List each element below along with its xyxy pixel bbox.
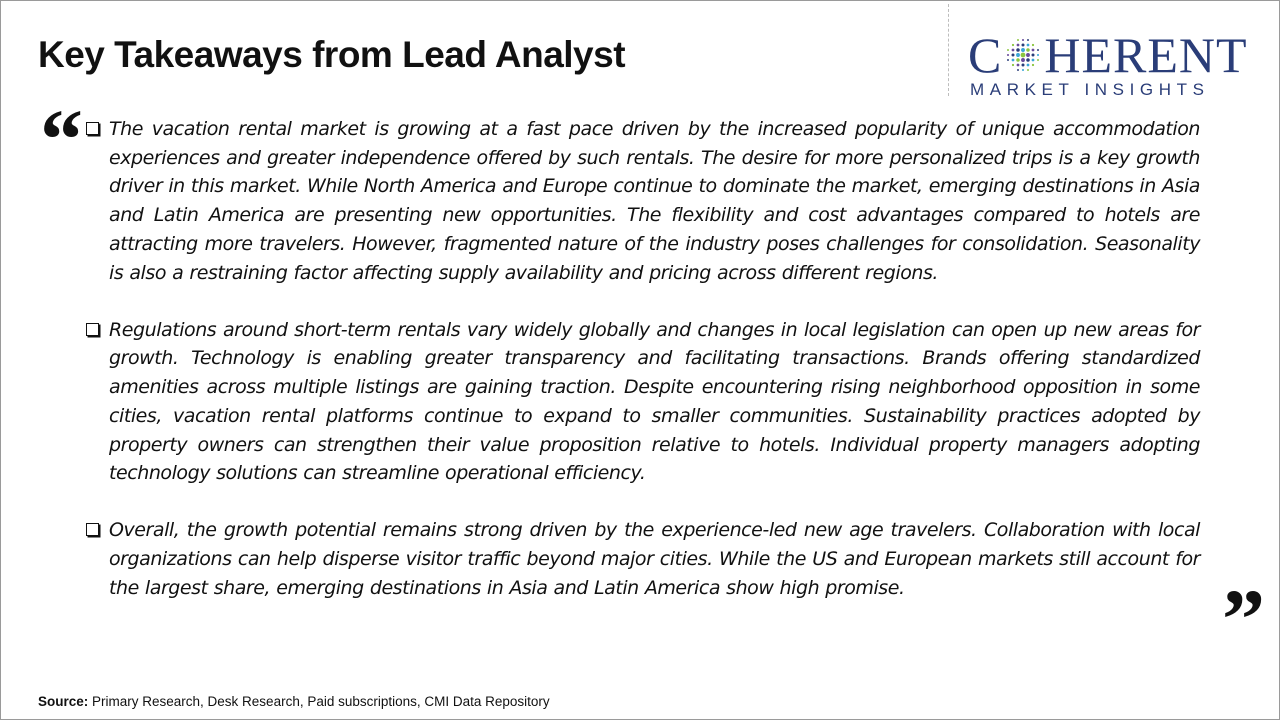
checkbox-bullet-icon bbox=[86, 523, 99, 536]
takeaways-list bbox=[86, 115, 1200, 631]
source-label: Source: bbox=[38, 694, 89, 709]
logo-dot bbox=[1017, 39, 1019, 41]
logo-dot bbox=[1037, 59, 1039, 61]
logo-divider bbox=[948, 4, 949, 96]
logo-dot bbox=[1022, 69, 1024, 71]
logo-dot bbox=[1027, 64, 1030, 67]
takeaway-text-1: The vacation rental market is growing at a fast pace driven by the increased popularity of unique accommodation experiences and greater independence offered by such rentals. The desire for more personalized trips is a key growth driver in this market. While North America and Europe continue to dominate the market, emerging destinations in Asia and Latin America are presenting new opportunities. The flexibility and cost advantages compared to hotels are attracting more travelers. However, fragmented nature of the industry poses challenges for consolidation. Seasonality is also a restraining factor affecting supply availability and pricing across different regions. bbox=[109, 118, 1200, 284]
takeaway-paragraph-1 bbox=[86, 115, 1200, 287]
takeaway-paragraph-2 bbox=[86, 316, 1200, 488]
logo-dot bbox=[1032, 59, 1035, 62]
logo-subtitle: MARKET INSIGHTS bbox=[970, 80, 1210, 99]
logo-dot bbox=[1012, 44, 1014, 46]
logo-dot bbox=[1012, 49, 1015, 52]
brand-logo bbox=[968, 27, 1260, 100]
logo-wordmark bbox=[968, 27, 1248, 83]
logo-dot bbox=[1021, 58, 1025, 62]
logo-dot bbox=[1017, 44, 1020, 47]
logo-dot bbox=[1017, 69, 1019, 71]
logo-dot bbox=[1007, 59, 1009, 61]
logo-globe-icon bbox=[1003, 35, 1043, 75]
takeaway-text-2: Regulations around short-term rentals vary widely globally and changes in local legislation can open up new areas for growth. Technology is enabling greater transparency and facilitating transactions. Brands offering standardized amenities across multiple listings are gaining traction. Despite encountering rising neighborhood opposition in some cities, vacation rental platforms continue to expand to smaller communities. Sustainability practices adopted by property owners can strengthen their value proposition relative to hotels. Individual property managers adopting technology solutions can streamline operational efficiency. bbox=[109, 318, 1200, 485]
logo-dot bbox=[1027, 48, 1031, 52]
logo-dot bbox=[1007, 54, 1009, 56]
checkbox-bullet-icon bbox=[86, 122, 99, 135]
logo-dot bbox=[1017, 64, 1020, 67]
source-text: Primary Research, Desk Research, Paid subscriptions, CMI Data Repository bbox=[88, 694, 550, 709]
logo-dot bbox=[1027, 44, 1030, 47]
logo-dot bbox=[1022, 44, 1025, 47]
logo-dot bbox=[1037, 49, 1039, 51]
logo-dot bbox=[1032, 44, 1034, 46]
open-quote-icon: “ bbox=[40, 91, 83, 187]
logo-letters-herent: HERENT bbox=[1044, 27, 1248, 83]
checkbox-bullet-icon bbox=[86, 323, 99, 336]
source-note bbox=[38, 694, 550, 709]
logo-dot bbox=[1012, 54, 1015, 57]
logo-dot bbox=[1027, 39, 1029, 41]
logo-dot bbox=[1032, 49, 1035, 52]
page-title: Key Takeaways from Lead Analyst bbox=[38, 34, 626, 75]
logo-dot bbox=[1026, 53, 1030, 57]
takeaway-paragraph-3 bbox=[86, 516, 1200, 602]
logo-dot bbox=[1017, 48, 1021, 52]
logo-dot bbox=[1032, 64, 1034, 66]
logo-dot bbox=[1021, 48, 1025, 52]
logo-dot bbox=[1021, 53, 1026, 58]
logo-dot bbox=[1017, 58, 1021, 62]
logo-dot bbox=[1022, 64, 1025, 67]
logo-dot bbox=[1032, 54, 1035, 57]
logo-dot bbox=[1027, 58, 1031, 62]
logo-dot bbox=[1012, 59, 1015, 62]
logo-dot bbox=[1027, 69, 1029, 71]
logo-dot bbox=[1037, 54, 1039, 56]
takeaway-text-3: Overall, the growth potential remains strong driven by the experience-led new age travelers. Collaboration with local organizations can help disperse visitor traffic beyond major cities. While the US and European markets still account for the largest share, emerging destinations in Asia and Latin America show high promise. bbox=[109, 519, 1200, 599]
logo-dot bbox=[1012, 64, 1014, 66]
logo-dot bbox=[1007, 49, 1009, 51]
logo-letter-c: C bbox=[968, 27, 1003, 83]
logo-dot bbox=[1016, 53, 1020, 57]
logo-dot bbox=[1022, 39, 1024, 41]
close-quote-icon: ” bbox=[1222, 571, 1265, 667]
